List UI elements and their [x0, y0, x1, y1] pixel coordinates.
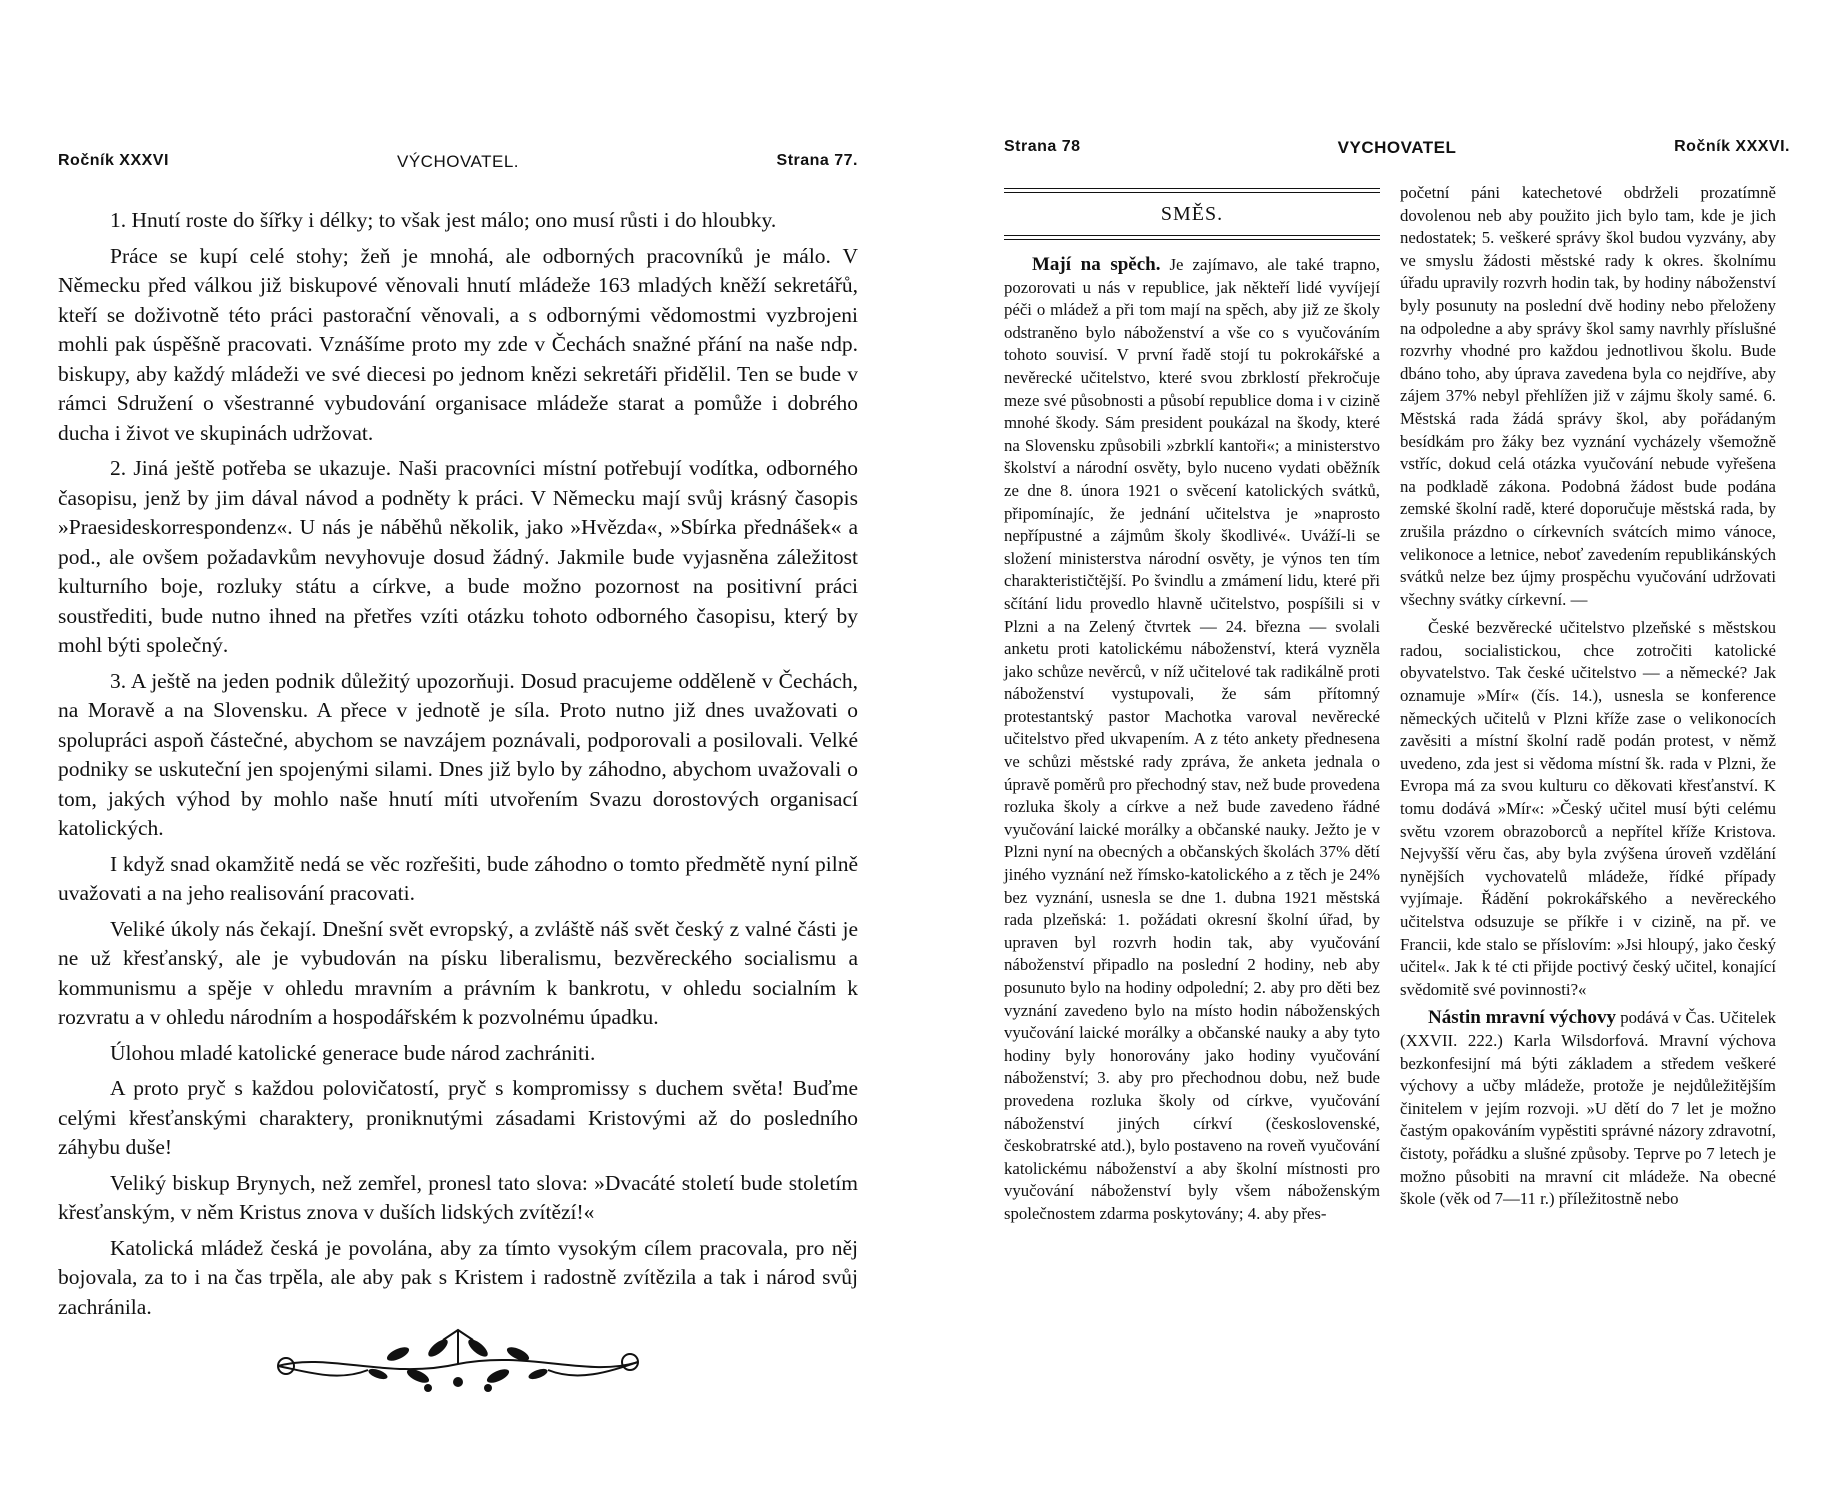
paragraph: A proto pryč s každou polovičatostí, pryč s kompromissy s duchem světa! Buďme celými křesťanskými charaktery, proniknutými zásadami Kristovými až do posledního záhybu duše! [58, 1076, 858, 1159]
column-right [1400, 182, 1776, 1211]
floral-ornament-icon [268, 1322, 648, 1400]
article-paragraph: početní páni katechetové obdrželi prozatímně dovolenou neb aby použito jich bylo tam, kde je jich nedostatek; 5. veškeré správy škol budou vyzvány, aby ve smyslu žádosti městské rady k okres. školnímu úřadu upravily rozvrh hodin tak, by hodiny náboženství byly posunuty na poslední dvě hodiny nebo přeloženy na odpoledne a aby správy škol samy navrhly příslušné rozvrhy vhodné pro každou jednotlivou školu. Bude dbáno toho, aby úprava zavedena byla co nejdříve, aby zájem 37% nebyl přehlížen již v zájmu školy samé. 6. Městská rada žádá správy škol, aby pořádaným besídkám pro žáky bez vyznání vycházely všemožně vstříc, dokud celá otázka vyučování nebude vyřešena na podkladě zákona. Podobná žádost bude podána zemské školní radě, které doporučuje městská rada, by zrušila prázdno o církevních svátcích mimo vánoce, velikonoce a letnice, neboť zavedením republikánských svátků nelze bez újmy prospěchu vyučování udržovati všechny svátky církevní. — [1400, 183, 1776, 609]
article-text: Je zajímavo, ale také trapno, pozorovati u nás v republice, jak někteří lidé vyvíjejí péči o mládež a při tom mají na spěch, aby již ze školy odstraněno bylo náboženství a vše co s vyučováním tohoto souvisí. V první řadě stojí tu pokrokářské a nevěrecké učitelstvo, které svou zbrklostí překročuje meze své působnosti a působí republice doma i v cizině mnohé škody. Sám president poukázal na škody, které na Slovensku způsobili »zbrklí kantoři«; a ministerstvo školství a národní osvěty, bylo nuceno vydati oběžník ze dne 8. února 1921 o svěcení katolických svátků, připomínajíc, že jednání učitelstva je »naprosto nepřípustné a zájmům školy škodlivé«. Uváží-li se složení ministerstva národní osvěty, je výnos ten tím charakterističtější. Po švindlu a zmámení lidu, které při sčítání lidu provedlo hlavně učitelstvo, pospíšili si v Plzni a na Zelený čtvrtek — 24. března — svolali anketu proti katolickému náboženství, která vyzněla jako schůze nevěrců, v níž učitelové tak radikálně proti náboženství vystupovali, že sám přítomný protestantský pastor Machotka varoval nevěrecké učitelstvo před ukvapením. A z této ankety přednesena ve schůzi městské rady zpráva, že anketa jednala o úpravě poměrů pro přechodný stav, než bude provedena rozluka školy a církve a než bude zavedeno řádné vyučování laické morálky a občanské nauky. Ježto je v Plzni nyní na obecných a občanských školách 37% dětí jiného vyznání než římsko-katolického a z těch je 24% bez vyznání, usnesla se dne 1. dubna 1921 městská rada plzeňská: 1. požádati okresní školní úřad, by upraven byl rozvrh hodin tak, aby vyučování náboženství připadlo na poslední 2 hodiny, neb aby posunuto bylo na hodiny odpolední; 2. aby pro děti bez vyznání zavedeno bylo na místo hodin náboženských vyučování laické morálky a občanské nauky a aby tyto hodiny byly honorovány jako hodiny vyučování náboženství; 3. aby pro přechodnou dobu, než bude provedena rozluka školy od církve, vyučování náboženství jiných církví (československé, českobratrské atd.), bylo postaveno na roveň vyučování katolickému náboženství a aby školní místnosti pro vyučování náboženství byly všem náboženským společnostem zdarma poskytovány; 4. aby přes- [1004, 255, 1380, 1223]
left-page-body [58, 206, 858, 1328]
paragraph: Katolická mládež česká je povolána, aby za tímto vysokým cílem pracovala, pro něj bojovala, za to i na čas trpěla, ale aby pak s Kristem i radostně zvítězila a tak i národ svůj zachránila. [58, 1235, 858, 1319]
left-page-header [58, 152, 858, 176]
paragraph: Veliký biskup Brynych, než zemřel, pronesl tato slova: »Dvacáté století bude stoletím křesťanským, v něm Kristus znova v duších lidských zvítězí!« [58, 1170, 858, 1224]
paragraph: I když snad okamžitě nedá se věc rozřešiti, bude záhodno o tomto předmětě nyní pilně uvažovati a na jeho realisování pracovati. [58, 851, 858, 905]
paragraph: Práce se kupí celé stohy; žeň je mnohá, ale odborných pracovníků je málo. V Německu před válkou již biskupové věnovali hnutí mládeže 163 mladých kněží sekretářů, kteří se doživotně této práci pastorační věnovali, a s odbornými vědomostmi vyzbrojeni mohli pak úspěšně pracovati. Vznášíme proto my zde v Čechách snažné přání na naše ndp. biskupy, aby každý mládeži ve své diecesi po jednom knězi sekretáři přidělil. Ten se bude v rámci Sdružení o všestranné vybudování organisace mládeže starat a pomůže i dobrého ducha i život ve skupinách udržovat. [58, 243, 858, 445]
right-page-header [1004, 138, 1790, 162]
article-paragraph [1004, 254, 1380, 1226]
journal-title: VYCHOVATEL [1337, 138, 1457, 157]
section-title: SMĚS. [1160, 203, 1224, 225]
article-lead: Mají na spěch. [1032, 254, 1161, 275]
article-lead: Nástin mravní výchovy [1428, 1007, 1616, 1029]
volume-label: Ročník XXXVI. [1674, 138, 1790, 155]
paragraph: Úlohou mladé katolické generace bude národ zachrániti. [110, 1040, 596, 1065]
paragraph: 3. A ještě na jeden podnik důležitý upozorňuji. Dosud pracujeme odděleně v Čechách, na Moravě a na Slovensku. A přece v jednotě je síla. Proto nutno již dnes uvažovati o spolupráci aspoň částečné, abychom se navzájem poznávali, podporovali a posilovali. Velké podniky se uskuteční jen spojenými silami. Dnes již bylo by záhodno, abychom uvažovali o tom, jakých výhod by mohlo naše hnutí míti utvořením Svazu dorostových organisací katolických. [58, 668, 858, 840]
volume-label: Ročník XXXVI [58, 152, 169, 169]
paragraph: Veliké úkoly nás čekají. Dnešní svět evropský, a zvláště náš svět český z valné části je ne už křesťanský, ale je vybudován na písku liberalismu, bezvěreckého socialismu a kommunismu a spěje v ohledu mravním a právním k bankrotu, v ohledu socialním k rozvratu a v ohledu národním a hospodářském k pozvolnému úpadku. [58, 916, 858, 1029]
article-paragraph: České bezvěrecké učitelstvo plzeňské s městskou radou, socialistickou, chce zotročiti katolické obyvatelstvo. Tak české učitelstvo — a německé? Jak oznamuje »Mír« (čís. 14.), usnesla se konference německých učitelů v Plzni kříže zase o velikonocích zavěsiti a místní školní radě podán protest, v němž uvedeno, zda jest si vědoma místní šk. rada v Plzni, že Evropa má za svou kulturu co děkovati křesťanství. K tomu dodává »Mír«: »Český učitel musí býti celému světu vzorem obrazoborců a nepřítel kříže Kristova. Nejvyšší věru čas, aby byla zvýšena úroveň vzdělání nynějších vychovatelů mládeže, řídké případy vyjímaje. Řádění pokrokářského a nevěreckého učitelstva odsuzuje se příkře i v cizině, na př. ve Francii, kde stalo se příslovím: »Jsi hloupý, jako český učitel«. Jak k té cti přijde poctivý český učitel, konající svědomitě své povinnosti?« [1400, 618, 1776, 999]
column-left [1004, 188, 1380, 1226]
paragraph: 1. Hnutí roste do šířky i délky; to však jest málo; ono musí růsti i do hloubky. [110, 208, 777, 232]
journal-title: VÝCHOVATEL. [396, 152, 519, 171]
article-text: podává v Čas. Učitelek (XXVII. 222.) Karla Wilsdorfová. Mravní výchova bezkonfesijní má býti základem a středem veškeré výchovy a učby mládeže, protože je nejdůležitějším činitelem v jejím rozvoji. »U dětí do 7 let je možno častým opakováním vypěstiti správné názory zdravotní, čistoty, pořádku a slušné způsoby. Teprve po 7 letech je možno působiti na mravní cit mládeže. Na obecné škole (věk od 7—11 r.) příležitostně nebo [1400, 1008, 1776, 1209]
page-number: Strana 78 [1004, 138, 1081, 155]
article-paragraph [1400, 1007, 1776, 1210]
page-number: Strana 77. [776, 152, 858, 169]
paragraph: 2. Jiná ještě potřeba se ukazuje. Naši pracovníci místní potřebují vodítka, odborného časopisu, jenž by jim dával návod a podněty k práci. V Německu mají svůj krásný časopis »Praesideskorrespondenz«. U nás je náběhů několik, jako »Hvězda«, »Sbírka přednášek« a pod., ale ovšem požadavkům nevyhovuje dosud žádný. Jakmile bude vyjasněna záležitost kulturního boje, rozluky státu a církve, a bude možno pozornost na positivní práci soustřediti, bude nutno ihned na přetřes vzíti otázku tohoto odborného časopisu, který by mohl býti společný. [58, 456, 858, 657]
section-header-box [1004, 188, 1380, 240]
